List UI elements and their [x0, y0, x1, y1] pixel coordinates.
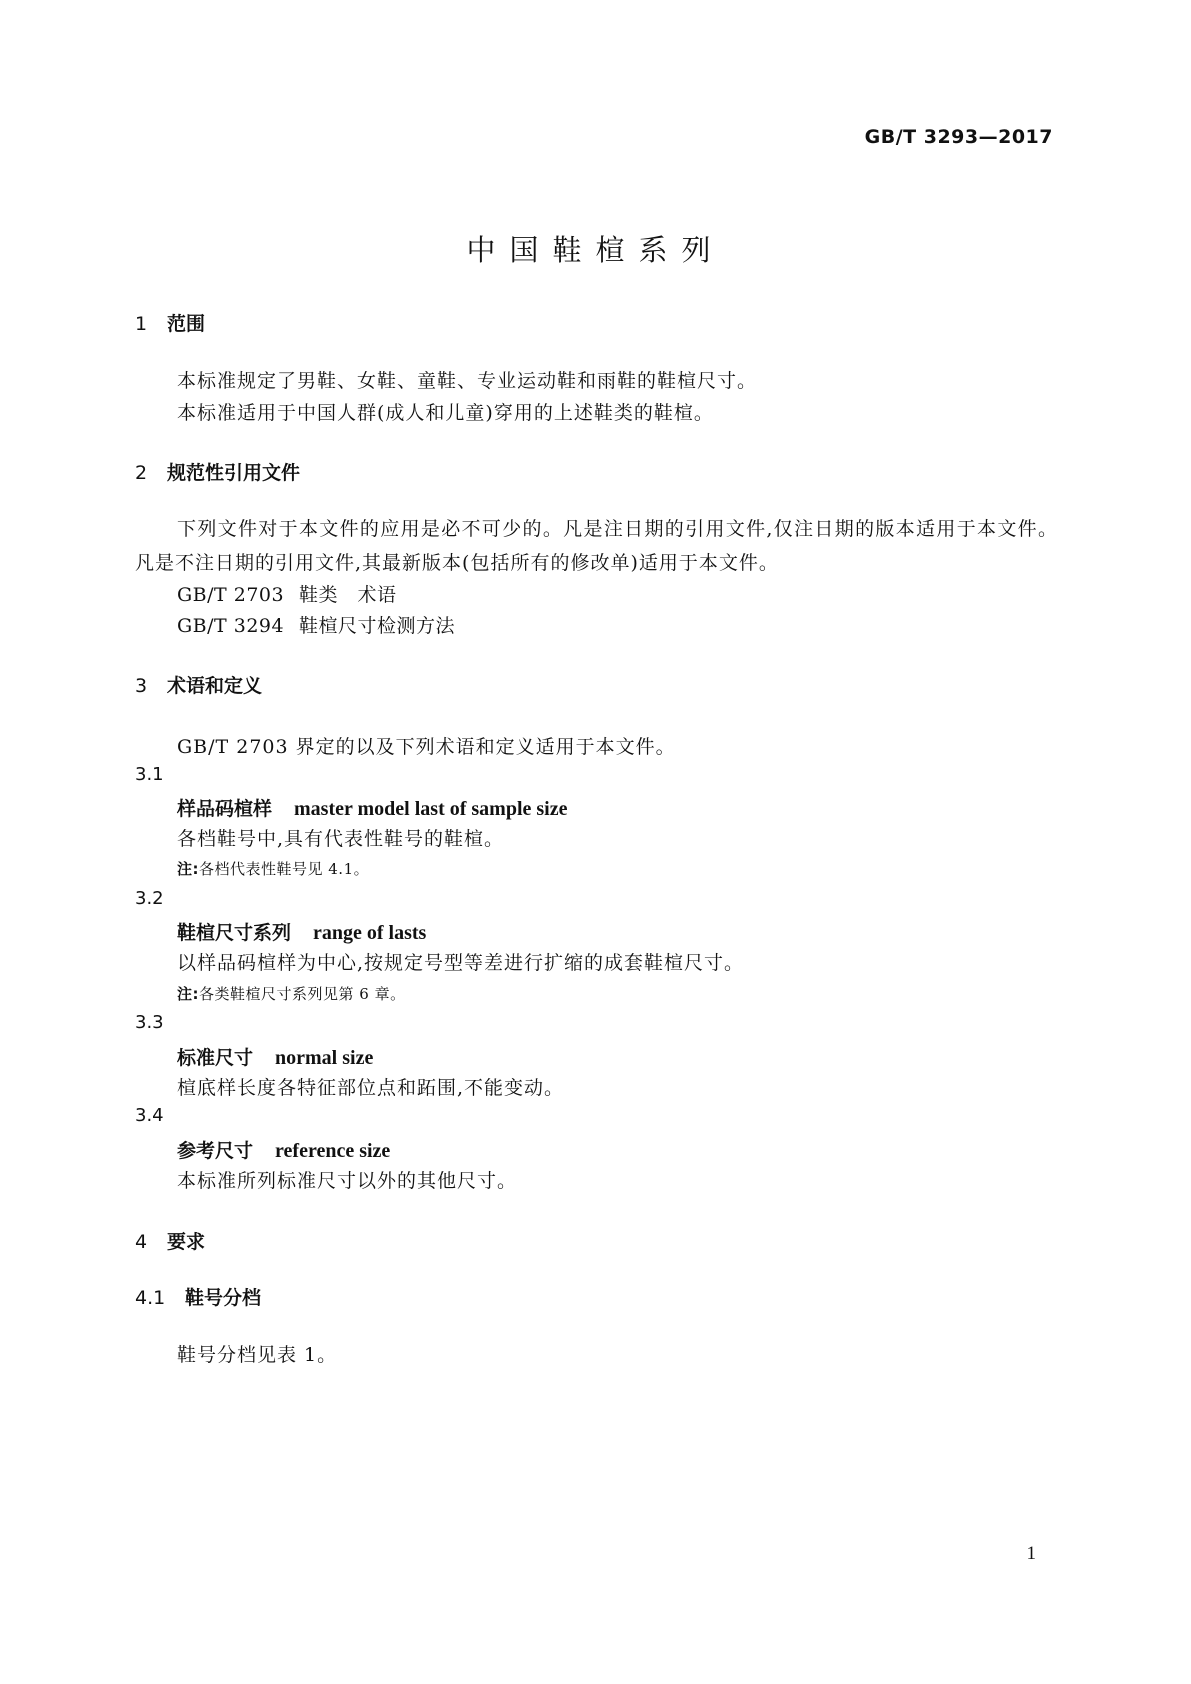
- term-zh: 样品码楦样: [177, 798, 273, 820]
- note-label: 注:: [177, 860, 199, 878]
- section-title: 范围: [167, 313, 206, 335]
- reference-code: GB/T 2703: [177, 584, 285, 606]
- standard-number: GB/T 3293—2017: [864, 126, 1053, 148]
- section-1-heading: [135, 309, 205, 336]
- section-2-heading: [135, 458, 300, 485]
- term-definition: 以样品码楦样为中心,按规定号型等差进行扩缩的成套鞋楦尺寸。: [177, 952, 745, 974]
- section-number: 2: [135, 462, 148, 484]
- section-3-heading: [135, 671, 262, 698]
- term-en: reference size: [275, 1140, 391, 1162]
- section-title: 规范性引用文件: [167, 462, 301, 484]
- paragraph: 鞋号分档见表 1。: [177, 1344, 338, 1366]
- subsection-4-1-heading: [135, 1283, 261, 1310]
- term-definition: 本标准所列标准尺寸以外的其他尺寸。: [177, 1170, 518, 1192]
- note-text: 各类鞋楦尺寸系列见第 6 章。: [199, 985, 406, 1003]
- section-title: 要求: [167, 1231, 206, 1253]
- term-definition: 各档鞋号中,具有代表性鞋号的鞋楦。: [177, 828, 505, 850]
- paragraph: 本标准规定了男鞋、女鞋、童鞋、专业运动鞋和雨鞋的鞋楦尺寸。: [177, 370, 758, 392]
- section-4-heading: [135, 1227, 205, 1254]
- page-number: 1: [1026, 1543, 1036, 1564]
- reference-code: GB/T 3294: [177, 615, 285, 637]
- subsection-number: 4.1: [135, 1287, 166, 1309]
- note-text: 各档代表性鞋号见 4.1。: [199, 860, 370, 878]
- paragraph: 本标准适用于中国人群(成人和儿童)穿用的上述鞋类的鞋楦。: [177, 402, 714, 424]
- reference-name: 鞋类 术语: [299, 584, 397, 606]
- reference-item: [177, 611, 455, 638]
- term-number: 3.1: [135, 764, 164, 785]
- section-title: 术语和定义: [167, 675, 263, 697]
- term-zh: 鞋楦尺寸系列: [177, 922, 292, 944]
- term-number: 3.3: [135, 1012, 164, 1033]
- section-number: 3: [135, 675, 148, 697]
- term-heading: [177, 794, 567, 821]
- term-heading: [177, 918, 426, 945]
- term-heading: [177, 1136, 390, 1163]
- paragraph: 下列文件对于本文件的应用是必不可少的。凡是注日期的引用文件,仅注日期的版本适用于本文件。凡是不注日期的引用文件,其最新版本(包括所有的修改单)适用于本文件。: [135, 518, 1058, 574]
- term-definition: 楦底样长度各特征部位点和跖围,不能变动。: [177, 1077, 565, 1099]
- term-heading: [177, 1043, 373, 1070]
- term-en: master model last of sample size: [294, 798, 568, 820]
- subsection-title: 鞋号分档: [185, 1287, 262, 1309]
- reference-item: [177, 580, 397, 607]
- term-number: 3.2: [135, 888, 164, 909]
- document-title: 中国鞋楦系列: [466, 233, 725, 267]
- term-en: normal size: [275, 1047, 374, 1069]
- term-en: range of lasts: [313, 922, 427, 944]
- term-note: [177, 858, 369, 879]
- section-number: 4: [135, 1231, 148, 1253]
- term-number: 3.4: [135, 1105, 164, 1126]
- term-zh: 标准尺寸: [177, 1047, 254, 1069]
- term-zh: 参考尺寸: [177, 1140, 254, 1162]
- paragraph: GB/T 2703 界定的以及下列术语和定义适用于本文件。: [177, 736, 676, 758]
- reference-name: 鞋楦尺寸检测方法: [299, 615, 456, 637]
- section-number: 1: [135, 313, 148, 335]
- note-label: 注:: [177, 985, 199, 1003]
- term-note: [177, 983, 406, 1004]
